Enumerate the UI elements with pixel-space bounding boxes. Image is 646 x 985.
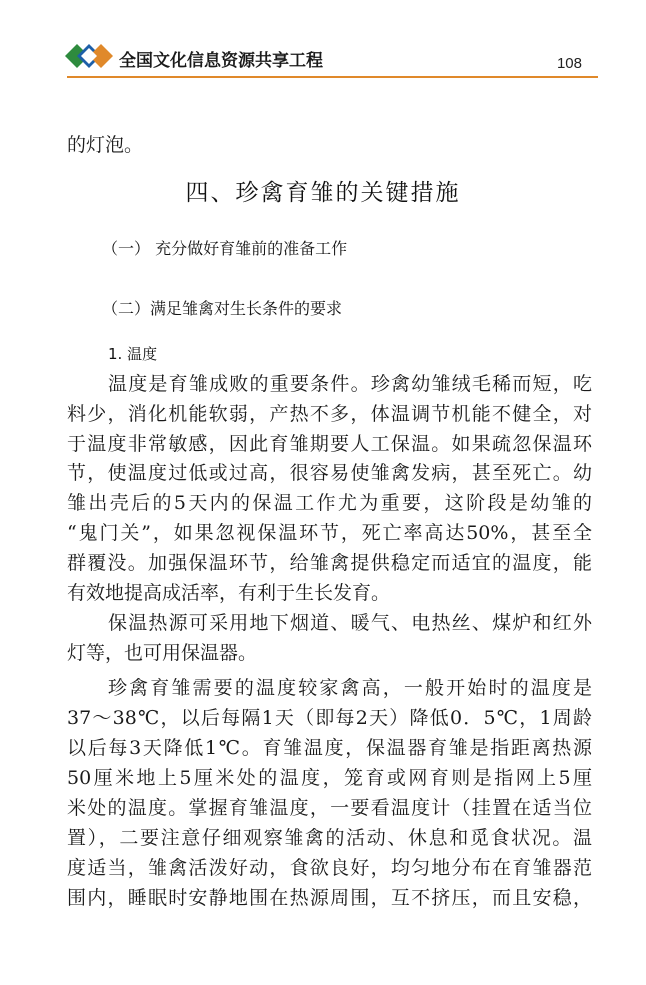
paragraph-line: 有效地提高成活率，有利于生长发育。 <box>67 582 391 604</box>
paragraph-line: 以后每3天降低1℃。育雏温度，保温器育雏是指距离热源 <box>67 737 592 759</box>
paragraph-line: 灯等，也可用保温器。 <box>67 642 258 664</box>
paragraph-line: 于温度非常敏感，因此育雏期要人工保温。如果疏忽保温环 <box>67 433 592 455</box>
paragraph-line: 50厘米地上5厘米处的温度，笼育或网育则是指网上5厘 <box>67 767 592 789</box>
subsection-heading-2: （二）满足雏禽对生长条件的要求 <box>102 299 343 318</box>
paragraph-line: 料少，消化机能软弱，产热不多，体温调节机能不健全，对 <box>67 403 592 425</box>
paragraph-line: 米处的温度。掌握育雏温度，一要看温度计（挂置在适当位 <box>67 797 592 819</box>
paragraph-line: 群覆没。加强保温环节，给雏禽提供稳定而适宜的温度，能 <box>67 552 592 574</box>
header-divider <box>67 76 598 78</box>
paragraph-line: 节，使温度过低或过高，很容易使雏禽发病，甚至死亡。幼 <box>67 462 592 484</box>
paragraph-line: 保温热源可采用地下烟道、暖气、电热丝、煤炉和红外 <box>108 612 592 634</box>
paragraph-line: 温度是育雏成败的重要条件。珍禽幼雏绒毛稀而短，吃 <box>108 373 592 395</box>
page-number: 108 <box>556 55 582 72</box>
header-title: 全国文化信息资源共享工程 <box>119 51 323 71</box>
paragraph-line: 置），二要注意仔细观察雏禽的活动、休息和觅食状况。温 <box>67 827 592 849</box>
paragraph-line: 雏出壳后的5天内的保温工作尤为重要，这阶段是幼雏的 <box>67 492 592 514</box>
paragraph-line: 度适当，雏禽活泼好动，食欲良好，均匀地分布在育雏器范 <box>67 857 592 879</box>
intro-text: 的灯泡。 <box>67 134 144 156</box>
paragraph-line: 围内，睡眠时安静地围在热源周围，互不挤压，而且安稳， <box>67 887 592 909</box>
paragraph-line: 37～38℃，以后每隔1天（即每2天）降低0．5℃，1周龄 <box>67 707 592 729</box>
paragraph-line: 珍禽育雏需要的温度较家禽高，一般开始时的温度是 <box>108 677 592 699</box>
subsection-heading-1: （一） 充分做好育雏前的准备工作 <box>102 239 348 258</box>
paragraph-line: “鬼门关”，如果忽视保温环节，死亡率高达50%，甚至全 <box>67 522 592 544</box>
page-header <box>0 0 646 80</box>
item-heading: 1. 温度 <box>108 345 158 363</box>
logo-icon <box>63 36 115 76</box>
section-heading: 四、珍禽育雏的关键措施 <box>185 180 461 206</box>
